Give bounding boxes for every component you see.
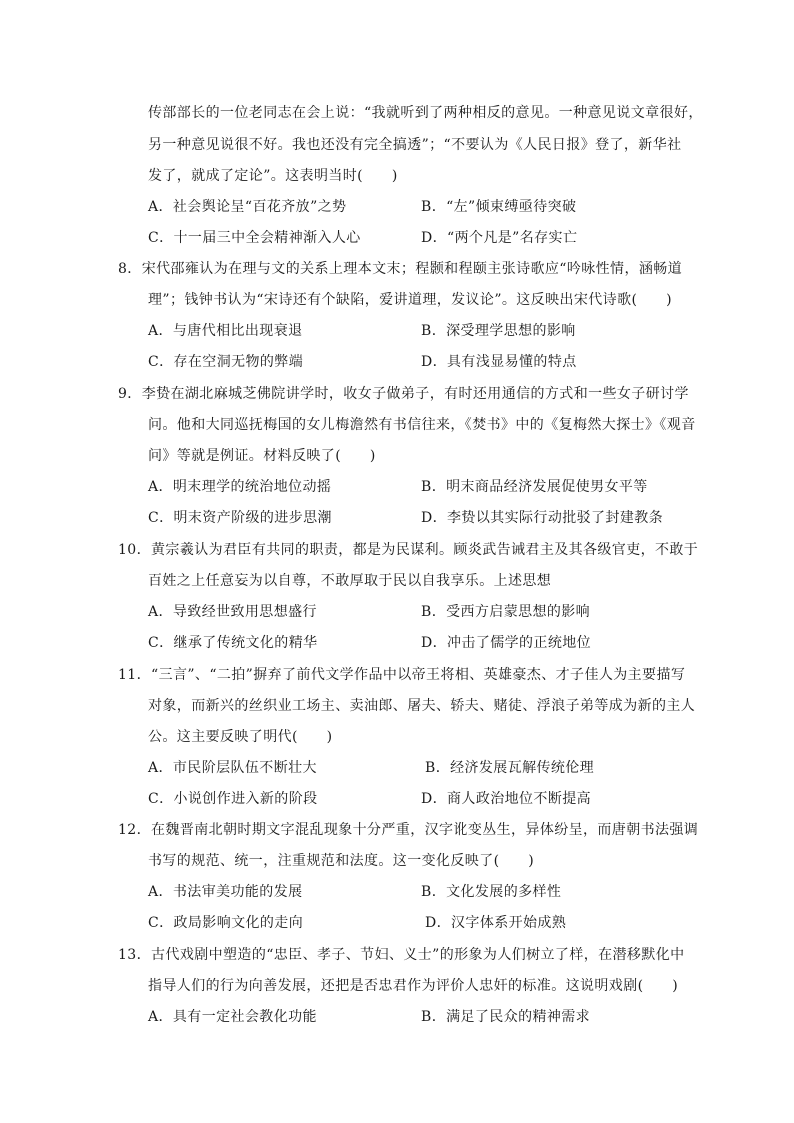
option-a: A．明末理学的统治地位动摇	[148, 479, 332, 495]
option-c: C．明末资产阶级的进步思潮	[148, 510, 332, 526]
option-c: C．政局影响文化的走向	[148, 915, 304, 931]
question-text-line: 发了，就成了定论”。这表明当时( )	[148, 168, 398, 184]
option-a: A．市民阶层队伍不断壮大	[148, 760, 317, 776]
option-d: D．李贽以其实际行动批驳了封建教条	[421, 510, 664, 526]
question-text-line: 理”；钱钟书认为“宋诗还有个缺陷，爱讲道理，发议论”。这反映出宋代诗歌( )	[148, 292, 672, 308]
option-c: C．继承了传统文化的精华	[148, 635, 318, 651]
option-c: C．存在空洞无物的弊端	[148, 354, 304, 370]
question-text-line: 指导人们的行为向善发展，还把是否忠君作为评价人忠奸的标准。这说明戏剧( )	[148, 978, 679, 994]
question-text-line: 11．“三言”、“二拍”摒弃了前代文学作品中以帝王将相、英雄豪杰、才子佳人为主要描写	[118, 667, 686, 683]
option-a: A．书法审美功能的发展	[148, 884, 303, 900]
option-a: A．与唐代相比出现衰退	[148, 323, 303, 339]
option-d: D．具有浅显易懂的特点	[421, 354, 577, 370]
option-b: B．经济发展瓦解传统伦理	[425, 760, 595, 776]
question-text-line: 百姓之上任意妄为以自尊，不敢厚取于民以自我享乐。上述思想	[148, 573, 552, 589]
question-text-line: 8．宋代邵雍认为在理与文的关系上理本文末；程颢和程颐主张诗歌应“吟咏性情，涵畅道	[118, 261, 683, 277]
option-c: C．十一届三中全会精神渐入人心	[148, 230, 361, 246]
question-text-line: 9．李贽在湖北麻城芝佛院讲学时，收女子做弟子，有时还用通信的方式和一些女子研讨学	[118, 386, 689, 402]
option-d: D．“两个凡是”名存实亡	[421, 230, 578, 246]
option-a: A．社会舆论呈“百花齐放”之势	[148, 199, 347, 215]
option-b: B．明末商品经济发展促使男女平等	[421, 479, 648, 495]
question-text-line: 问》等就是例证。材料反映了( )	[148, 448, 376, 464]
option-d: D．汉字体系开始成熟	[425, 915, 567, 931]
option-b: B．“左”倾束缚亟待突破	[421, 199, 577, 215]
option-d: D．商人政治地位不断提高	[421, 791, 592, 807]
option-a: A．导致经世致用思想盛行	[148, 604, 317, 620]
question-text-line: 书写的规范、统一，注重规范和法度。这一变化反映了( )	[148, 853, 535, 869]
option-b: B．受西方启蒙思想的影响	[421, 604, 591, 620]
question-text-line: 13．古代戏剧中塑造的“忠臣、孝子、节妇、义士”的形象为人们树立了样，在潜移默化中	[118, 947, 685, 963]
option-c: C．小说创作进入新的阶段	[148, 791, 318, 807]
question-text-line: 12．在魏晋南北朝时期文字混乱现象十分严重，汉字讹变丛生，异体纷呈，而唐朝书法强调	[118, 822, 699, 838]
option-b: B．深受理学思想的影响	[421, 323, 576, 339]
question-text-line: 问。他和大同巡抚梅国的女儿梅澹然有书信往来，《焚书》中的《复梅然大探士》《观音	[148, 417, 696, 433]
question-text-line: 传部部长的一位老同志在会上说：“我就听到了两种相反的意见。一种意见说文章很好，	[148, 105, 703, 121]
question-text-line: 对象，而新兴的丝织业工场主、卖油郎、屠夫、轿夫、赌徒、浮浪子弟等成为新的主人	[148, 698, 696, 714]
option-b: B．文化发展的多样性	[421, 884, 562, 900]
option-d: D．冲击了儒学的正统地位	[421, 635, 592, 651]
question-text-line: 公。这主要反映了明代( )	[148, 729, 333, 745]
option-b: B．满足了民众的精神需求	[421, 1009, 591, 1025]
question-text-line: 10．黄宗羲认为君臣有共同的职责，都是为民谋利。顾炎武告诫君主及其各级官吏，不敢于	[118, 542, 699, 558]
question-text-line: 另一种意见说很不好。我也还没有完全搞透”；“不要认为《人民日报》登了，新华社	[148, 137, 682, 153]
option-a: A．具有一定社会教化功能	[148, 1009, 317, 1025]
